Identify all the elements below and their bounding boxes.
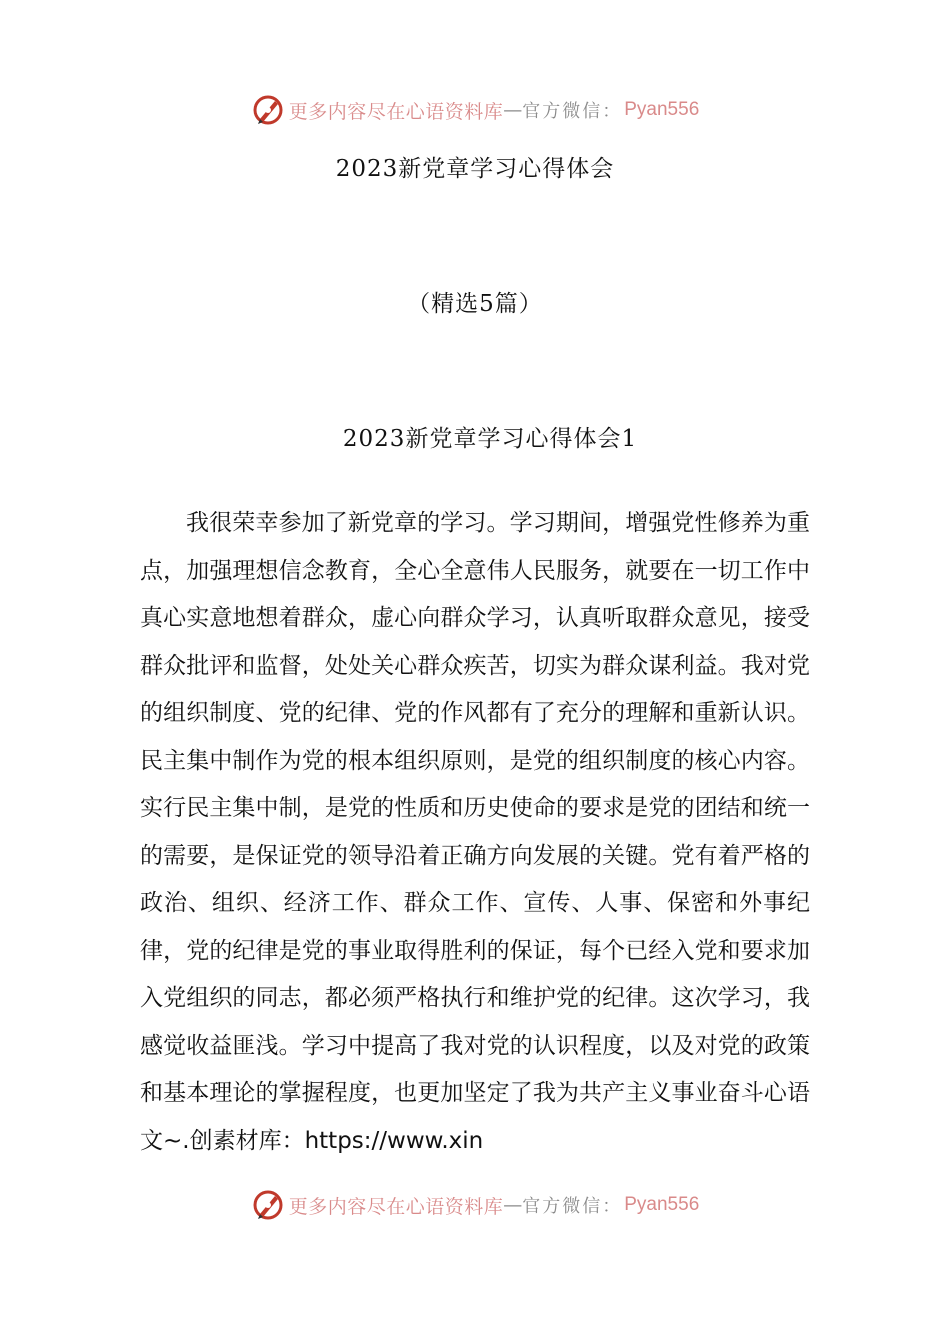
pen-circle-logo-icon [251,1188,285,1222]
body-paragraph: 我很荣幸参加了新党章的学习。学习期间，增强党性修养为重点，加强理想信念教育，全心全意伟人民服务，就要在一切工作中真心实意地想着群众，虚心向群众学习，认真听取群众意见，接受群众批评和监督，处处关心群众疾苦，切实为群众谋利益。我对党的组织制度、党的纪律、党的作风都有了充分的理解和重新认识。民主集中制作为党的根本组织原则，是党的组织制度的核心内容。实行民主集中制，是党的性质和历史使命的要求是党的团结和统一的需要，是保证党的领导沿着正确方向发展的关键。党有着严格的政治、组织、经济工作、群众工作、宣传、人事、保密和外事纪律，党的纪律是党的事业取得胜利的保证，每个已经入党和要求加入党组织的同志，都必须严格执行和维护党的纪律。这次学习，我感觉收益匪浅。学习中提高了我对党的认识程度，以及对党的政策和基本理论的掌握程度，也更加坚定了我为共产主义事业奋斗心语文~.创素材库：https://www.xin [140,510,810,1154]
watermark-main-text: 更多内容尽在心语资料库 [288,1195,504,1218]
watermark-dash: — [503,1194,523,1216]
watermark-main-text: 更多内容尽在心语资料库 [288,100,504,123]
watermark-id: Pyan556 [624,99,700,120]
pen-circle-logo-icon [251,93,285,127]
watermark-footer [0,1185,950,1225]
section-title: 2023新党章学习心得体会1 [342,426,638,452]
watermark-label: 官方微信： [522,101,623,122]
watermark-label: 官方微信： [522,1196,623,1217]
document-title: 2023新党章学习心得体会 [335,156,615,182]
watermark-id: Pyan556 [624,1194,700,1215]
document-subtitle: （精选5篇） [407,291,543,317]
watermark-header [0,90,950,130]
watermark-dash: — [503,99,523,121]
